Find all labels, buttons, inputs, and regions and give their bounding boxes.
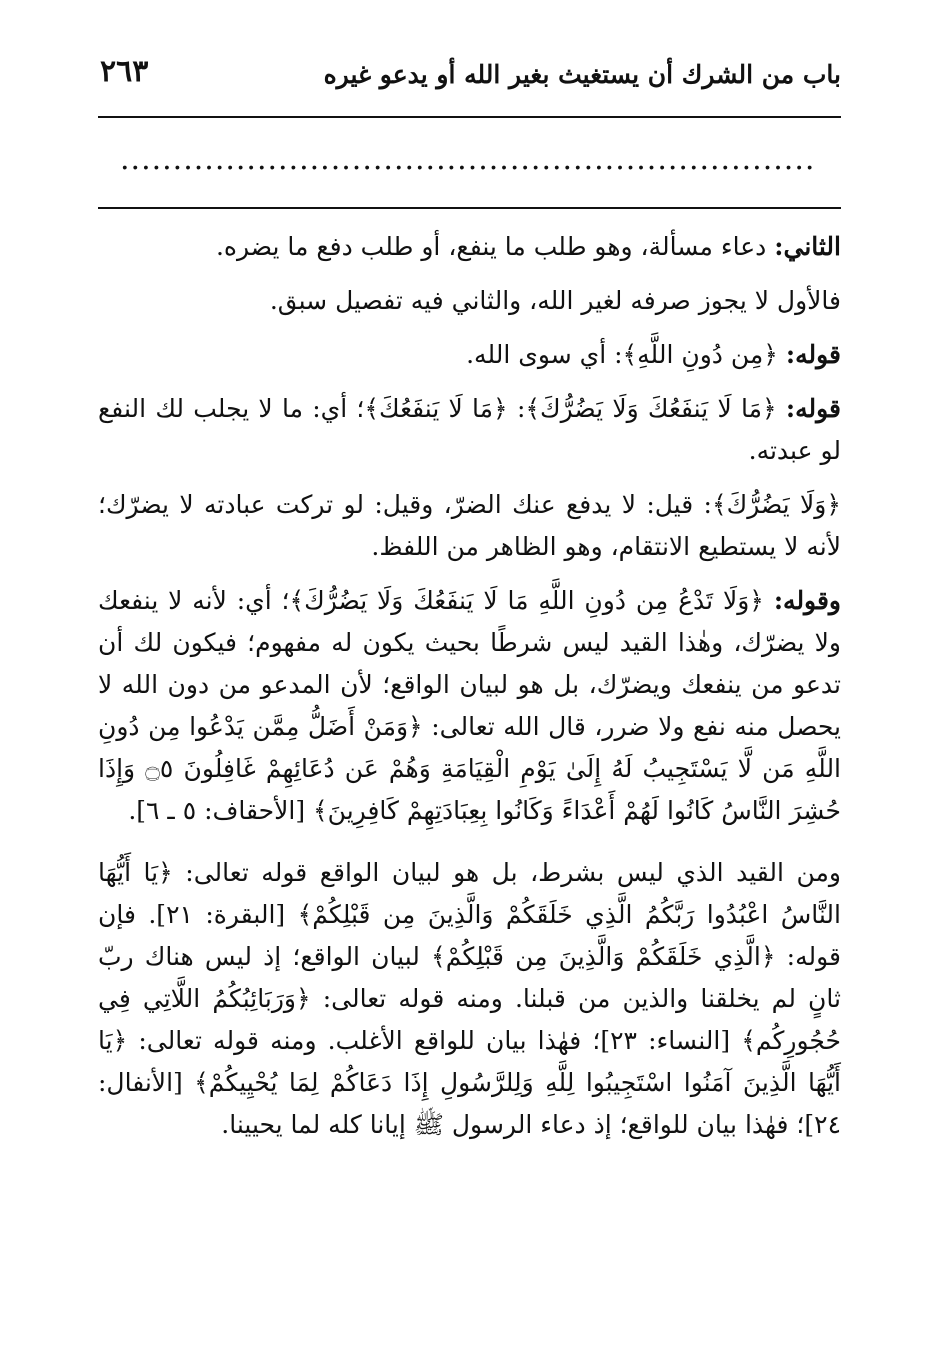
paragraph-text: ﴿مَا لَا يَنفَعُكَ وَلَا يَضُرُّكَ﴾: ﴿مَا لَا يَنفَعُكَ﴾؛ أي: ما لا يجلب لك النفع لو عبدته.	[98, 394, 841, 465]
paragraph-label: وقوله:	[773, 586, 841, 615]
footnote-separator: ..................................................................	[120, 142, 816, 177]
paragraph-4	[98, 388, 841, 472]
paragraph-label: قوله:	[785, 340, 841, 369]
body-rule	[98, 207, 841, 209]
paragraph-3	[98, 334, 841, 376]
paragraph-text: ومن القيد الذي ليس بشرط، بل هو لبيان الواقع قوله تعالى: ﴿يَا أَيُّهَا النَّاسُ اعْبُدُوا رَبَّكُمُ الَّذِي خَلَقَكُمْ وَالَّذِينَ مِن قَبْلِكُمْ﴾ [البقرة: ٢١]. فإن قوله: ﴿الَّذِي خَلَقَكُمْ وَالَّذِينَ مِن قَبْلِكُمْ﴾ لبيان الواقع؛ إذ ليس هناك ربّ ثانٍ لم يخلقنا والذين من قبلنا. ومنه قوله تعالى: ﴿وَرَبَائِبُكُمُ اللَّاتِي فِي حُجُورِكُم﴾ [النساء: ٢٣]؛ فهٰذا بيان للواقع الأغلب. ومنه قوله تعالى: ﴿يَا أَيُّهَا الَّذِينَ آمَنُوا اسْتَجِيبُوا لِلَّهِ وَلِلرَّسُولِ إِذَا دَعَاكُمْ لِمَا يُحْيِيكُمْ﴾ [الأنفال: ٢٤]؛ فهٰذا بيان للواقع؛ إذ دعاء الرسول ﷺ إيانا كله لما يحيينا.	[98, 858, 841, 1139]
page-header	[98, 52, 841, 112]
paragraph-text: ﴿مِن دُونِ اللَّهِ﴾: أي سوى الله.	[466, 340, 786, 369]
paragraph-text: فالأول لا يجوز صرفه لغير الله، والثاني فيه تفصيل سبق.	[269, 286, 841, 315]
body-text	[98, 226, 841, 1158]
paragraph-2	[98, 280, 841, 322]
paragraph-6	[98, 580, 841, 832]
chapter-title: باب من الشرك أن يستغيث بغير الله أو يدعو غيره	[323, 60, 841, 89]
paragraph-label: الثاني:	[774, 232, 841, 261]
paragraph-label: قوله:	[785, 394, 841, 423]
header-rule	[98, 116, 841, 118]
paragraph-text: ﴿وَلَا تَدْعُ مِن دُونِ اللَّهِ مَا لَا يَنفَعُكَ وَلَا يَضُرُّكَ﴾؛ أي: لأنه لا ينفعك ولا يضرّك، وهٰذا القيد ليس شرطًا بحيث يكون له مفهوم؛ فيكون لك أن تدعو من ينفعك ويضرّك، بل هو لبيان الواقع؛ لأن المدعو من دون الله لا يحصل منه نفع ولا ضرر، قال الله تعالى: ﴿وَمَنْ أَضَلُّ مِمَّن يَدْعُوا مِن دُونِ اللَّهِ مَن لَّا يَسْتَجِيبُ لَهُ إِلَىٰ يَوْمِ الْقِيَامَةِ وَهُمْ عَن دُعَائِهِمْ غَافِلُونَ ۝٥ وَإِذَا حُشِرَ النَّاسُ كَانُوا لَهُمْ أَعْدَاءً وَكَانُوا بِعِبَادَتِهِمْ كَافِرِينَ﴾ [الأحقاف: ٥ ـ ٦].	[98, 586, 842, 825]
paragraph-1	[98, 226, 841, 268]
page-number: ٢٦٣	[100, 54, 149, 89]
paragraph-5	[98, 484, 841, 568]
paragraph-7	[98, 852, 841, 1146]
paragraph-text: دعاء مسألة، وهو طلب ما ينفع، أو طلب دفع ما يضره.	[215, 232, 775, 261]
paragraph-text: ﴿وَلَا يَضُرُّكَ﴾: قيل: لا يدفع عنك الضرّ، وقيل: لو تركت عبادته لا يضرّك؛ لأنه لا يستطيع الانتقام، وهو الظاهر من اللفظ.	[98, 490, 841, 561]
